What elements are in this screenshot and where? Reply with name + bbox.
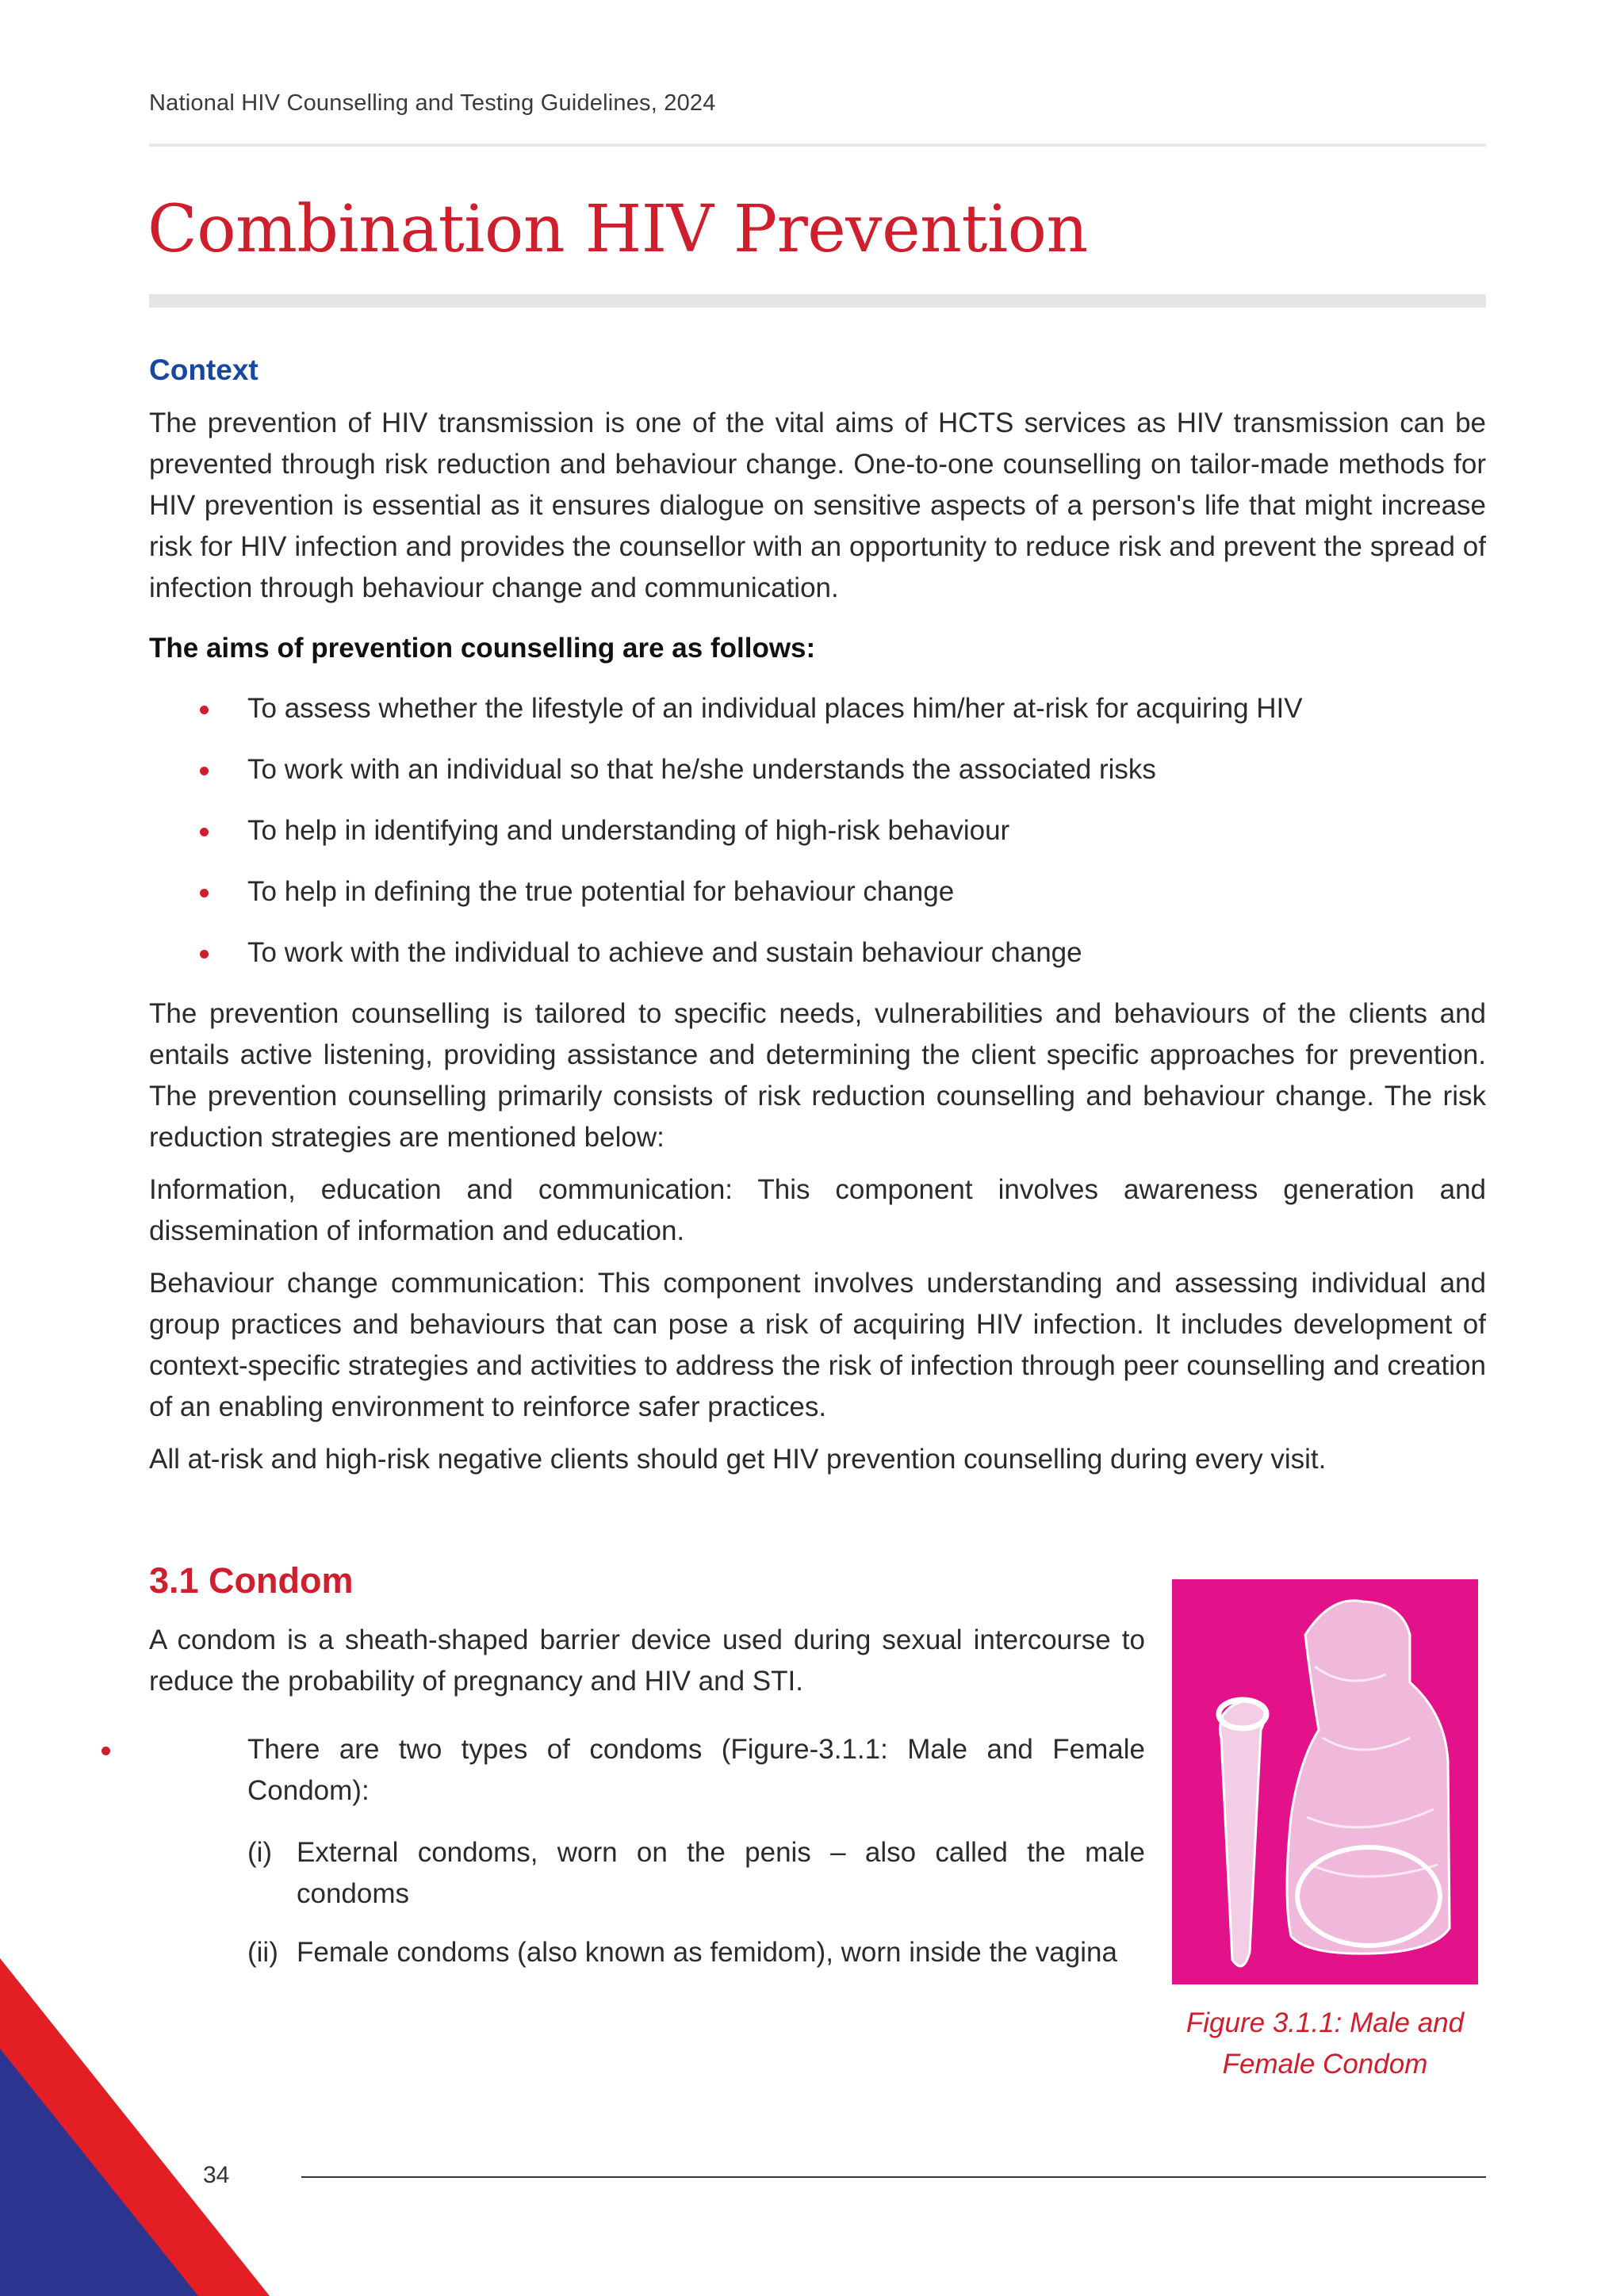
title-underline-bar <box>149 294 1486 308</box>
list-item <box>247 1832 1145 1915</box>
list-item: To assess whether the lifestyle of an individual places him/her at-risk for acquiring HIV <box>247 688 1486 729</box>
list-marker: (ii) <box>247 1937 278 1968</box>
bullet-icon <box>200 889 209 897</box>
aims-lead: The aims of prevention counselling are as follows: <box>149 633 816 664</box>
list-item-text: External condoms, worn on the penis – also called the male condoms <box>297 1837 1145 1909</box>
condom-illustration <box>1172 1579 1478 1984</box>
bcc-paragraph: Behaviour change communication: This component involves understanding and assessing individual and group practices and behaviours that can pose a risk of acquiring HIV infection. It includes development of context-specific strategies and activities to address the risk of infection through peer counselling and creation of an enabling environment to reinforce safer practices. <box>149 1268 1486 1422</box>
condom-types-bullet: There are two types of condoms (Figure-3.1.1: Male and Female Condom): <box>247 1734 1145 1806</box>
condom-intro-paragraph: A condom is a sheath-shaped barrier device used during sexual intercourse to reduce the probability of pregnancy and HIV and STI. <box>149 1624 1145 1697</box>
page-number: 34 <box>203 2162 230 2188</box>
bullet-icon <box>200 767 209 775</box>
list-item: To help in identifying and understanding of high-risk behaviour <box>247 810 1486 851</box>
running-header: National HIV Counselling and Testing Guidelines, 2024 <box>149 90 716 116</box>
footer-divider <box>301 2176 1486 2178</box>
list-item: To work with an individual so that he/she understands the associated risks <box>247 749 1486 790</box>
list-item-text: Female condoms (also known as femidom), worn inside the vagina <box>297 1937 1117 1968</box>
page-title: Combination HIV Prevention <box>147 192 1088 267</box>
condom-types-list <box>149 1729 1145 1973</box>
bullet-icon <box>200 950 209 959</box>
condom-heading: 3.1 Condom <box>149 1560 354 1601</box>
corner-decoration <box>0 1958 270 2296</box>
bullet-icon <box>102 1747 110 1755</box>
tailored-counselling-paragraph: The prevention counselling is tailored to specific needs, vulnerabilities and behaviours of the clients and entails active listening, providing assistance and determining the client specific approaches for prevention. The prevention counselling primarily consists of risk reduction counselling and behaviour change. The risk reduction strategies are mentioned below: <box>149 998 1486 1153</box>
header-divider <box>149 144 1486 147</box>
condom-figure-image <box>1172 1579 1478 1984</box>
condom-subitems <box>247 1832 1145 1973</box>
context-section <box>149 349 1486 1480</box>
context-heading: Context <box>149 354 259 386</box>
figure-caption: Figure 3.1.1: Male and Female Condom <box>1185 2007 1465 2080</box>
condom-section <box>149 1620 1145 1991</box>
list-marker: (i) <box>247 1837 273 1868</box>
iec-paragraph: Information, education and communication: This component involves awareness generation and dissemination of information and education. <box>149 1174 1486 1246</box>
list-item: To help in defining the true potential for behaviour change <box>247 871 1486 913</box>
list-item: To work with the individual to achieve and sustain behaviour change <box>247 932 1486 974</box>
aims-list <box>149 688 1486 974</box>
list-item <box>247 1932 1145 1973</box>
context-intro-paragraph: The prevention of HIV transmission is one of the vital aims of HCTS services as HIV transmission can be prevented through risk reduction and behaviour change. One-to-one counselling on tailor-made methods for HIV prevention is essential as it ensures dialogue on sensitive aspects of a person's life that might increase risk for HIV infection and provides the counsellor with an opportunity to reduce risk and prevent the spread of infection through behaviour change and communication. <box>149 408 1486 603</box>
bullet-icon <box>200 706 209 714</box>
bullet-icon <box>200 828 209 836</box>
at-risk-paragraph: All at-risk and high-risk negative clients should get HIV prevention counselling during every visit. <box>149 1444 1327 1475</box>
